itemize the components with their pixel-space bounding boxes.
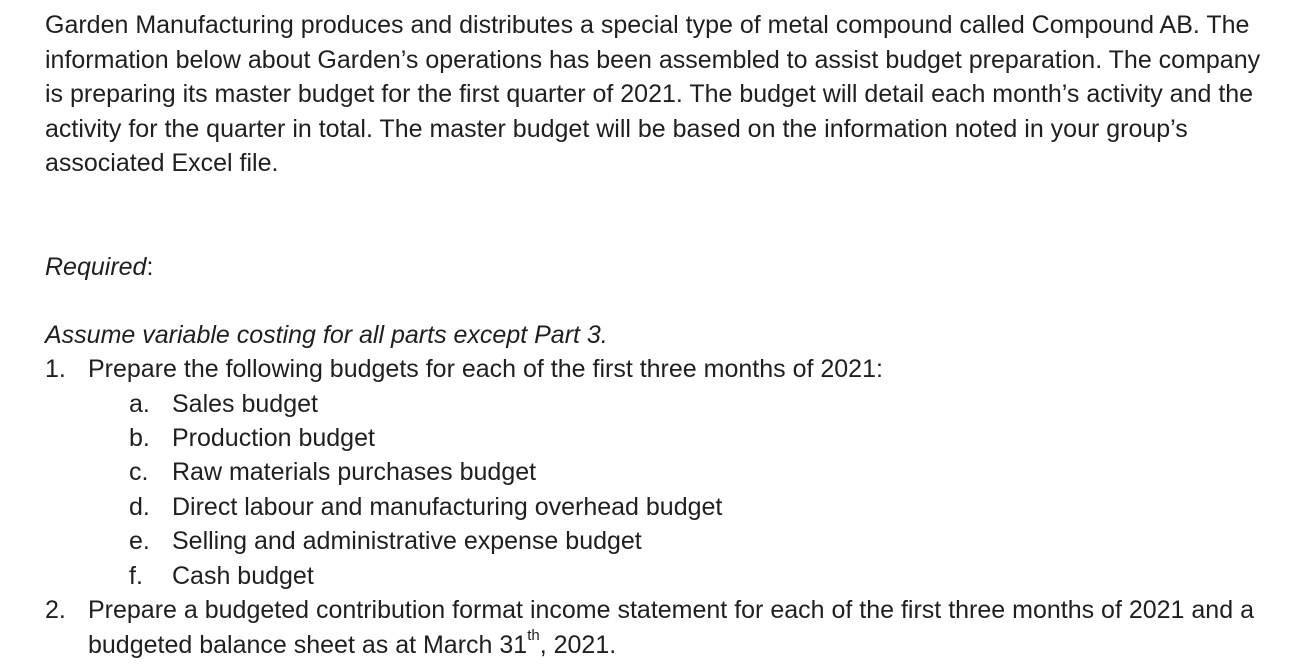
- sub-item-c: [129, 455, 1285, 489]
- requirement-text-2-end: , 2021.: [539, 630, 617, 659]
- assumption-note: Assume variable costing for all parts except Part 3.: [45, 320, 608, 349]
- requirement-marker-2: 2.: [45, 596, 66, 624]
- sub-marker-f: f.: [129, 561, 143, 590]
- sub-text-a: Sales budget: [172, 389, 318, 418]
- sub-text-f: Cash budget: [172, 561, 314, 590]
- sub-text-c: Raw materials purchases budget: [172, 458, 537, 487]
- requirement-text-2-main: Prepare a budgeted contribution format income statement for each of the first three months of 2021 and a budgeted balance sheet as at March 31: [88, 596, 1254, 659]
- sub-marker-b: b.: [129, 423, 150, 452]
- sub-item-e: [129, 524, 1285, 558]
- required-colon: :: [146, 252, 154, 281]
- requirement-item-1: [45, 352, 1285, 593]
- required-label: Required: [45, 252, 147, 281]
- requirement-text-2: [88, 596, 1254, 659]
- sub-marker-a: a.: [129, 389, 150, 418]
- ordinal-superscript: th: [527, 627, 540, 645]
- requirement-text-1: Prepare the following budgets for each of the first three months of 2021:: [88, 354, 883, 383]
- sub-marker-e: e.: [129, 527, 150, 556]
- sub-marker-c: c.: [129, 458, 149, 487]
- requirement-item-2: [45, 593, 1285, 662]
- requirements-list: [45, 352, 1285, 662]
- sub-item-f: [129, 559, 1285, 593]
- sub-marker-d: d.: [129, 492, 150, 521]
- sub-text-d: Direct labour and manufacturing overhead budget: [172, 492, 723, 521]
- intro-paragraph: Garden Manufacturing produces and distributes a special type of metal compound called Compound AB. The information below about Garden’s operations has been assembled to assist budget preparation. The company is preparing its master budget for the first quarter of 2021. The budget will detail each month’s activity and the activity for the quarter in total. The master budget will be based on the information noted in your group’s associated Excel file.: [45, 11, 1261, 178]
- sub-text-b: Production budget: [172, 423, 375, 452]
- requirement-marker-1: 1.: [45, 354, 66, 383]
- sub-item-a: [129, 387, 1285, 421]
- sub-item-d: [129, 490, 1285, 524]
- budget-sublist: [129, 387, 1285, 593]
- sub-item-b: [129, 421, 1285, 455]
- document-page: [45, 8, 1285, 662]
- sub-text-e: Selling and administrative expense budget: [172, 527, 642, 556]
- required-heading: [45, 250, 1285, 284]
